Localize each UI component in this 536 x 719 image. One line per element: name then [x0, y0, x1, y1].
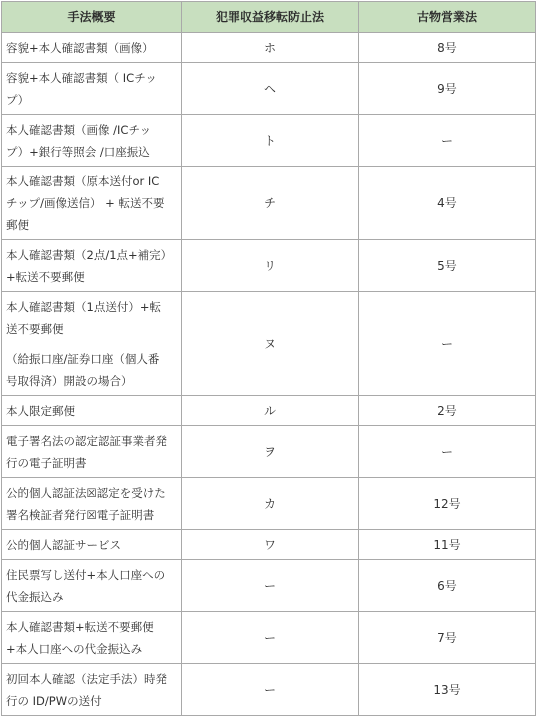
method-cell: [2, 115, 182, 167]
method-cell: [2, 426, 182, 478]
table-header-row: [2, 2, 536, 33]
method-cell: [2, 63, 182, 115]
antique-dealings-act-cell: ー: [359, 292, 536, 396]
method-cell: [2, 664, 182, 716]
antique-dealings-act-cell: 12号: [359, 478, 536, 530]
table-row: [2, 292, 536, 396]
antique-dealings-act-cell: 13号: [359, 664, 536, 716]
method-line: 行の電子証明書: [6, 455, 87, 470]
method-line: 送不要郵便: [6, 321, 64, 336]
table-row: [2, 63, 536, 115]
method-cell: [2, 292, 182, 396]
crime-proceeds-act-cell: ー: [182, 560, 359, 612]
antique-dealings-act-cell: ー: [359, 426, 536, 478]
crime-proceeds-act-cell: ー: [182, 664, 359, 716]
antique-dealings-act-cell: 7号: [359, 612, 536, 664]
header-antique-dealings-act: 古物営業法: [359, 2, 536, 33]
method-line: プ）+銀行等照会 /口座振込: [6, 144, 150, 159]
method-line: 初回本人確認（法定手法）時発: [6, 671, 167, 686]
header-crime-proceeds-act: 犯罪収益移転防止法: [182, 2, 359, 33]
method-line: 署名検証者発行☒電子証明書: [6, 507, 155, 522]
antique-dealings-act-cell: 6号: [359, 560, 536, 612]
crime-proceeds-act-cell: ホ: [182, 33, 359, 63]
crime-proceeds-act-cell: チ: [182, 167, 359, 240]
crime-proceeds-act-cell: ヘ: [182, 63, 359, 115]
antique-dealings-act-cell: ー: [359, 115, 536, 167]
method-line: 代金振込み: [6, 589, 64, 604]
table-row: [2, 115, 536, 167]
crime-proceeds-act-cell: ト: [182, 115, 359, 167]
crime-proceeds-act-cell: カ: [182, 478, 359, 530]
method-note: [6, 348, 179, 392]
method-line: 住民票写し送付+本人口座への: [6, 567, 166, 582]
method-line: プ）: [6, 92, 30, 107]
method-cell: [2, 530, 182, 560]
header-method: 手法概要: [2, 2, 182, 33]
crime-proceeds-act-cell: ル: [182, 396, 359, 426]
crime-proceeds-act-cell: ー: [182, 612, 359, 664]
method-line: +転送不要郵便: [6, 269, 85, 284]
crime-proceeds-act-cell: ワ: [182, 530, 359, 560]
table-row: [2, 612, 536, 664]
method-line: 電子署名法の認定認証事業者発: [6, 433, 167, 448]
antique-dealings-act-cell: 9号: [359, 63, 536, 115]
method-cell: [2, 478, 182, 530]
table-row: [2, 240, 536, 292]
method-line: 本人確認書類（原本送付or IC: [6, 174, 160, 188]
method-note-line: （給振口座/証券口座（個人番: [6, 351, 160, 366]
antique-dealings-act-cell: 4号: [359, 167, 536, 240]
method-line: +本人口座への代金振込み: [6, 641, 143, 656]
method-line: 本人確認書類（2点/1点+補完）: [6, 247, 173, 262]
method-cell: [2, 396, 182, 426]
antique-dealings-act-cell: 8号: [359, 33, 536, 63]
method-line: 公的個人認証サービス: [6, 537, 121, 552]
method-cell: [2, 560, 182, 612]
antique-dealings-act-cell: 5号: [359, 240, 536, 292]
method-note-line: 号取得済）開設の場合）: [6, 373, 133, 388]
method-line: 本人確認書類+転送不要郵便: [6, 619, 154, 634]
table-row: [2, 478, 536, 530]
method-line: 公的個人認証法☒認定を受けた: [6, 485, 166, 500]
method-line: 容貌+本人確認書類（ ICチッ: [6, 70, 157, 85]
crime-proceeds-act-cell: ヲ: [182, 426, 359, 478]
method-cell: [2, 167, 182, 240]
method-line: 郵便: [6, 218, 29, 232]
method-line: 本人確認書類（1点送付）+転: [6, 299, 161, 314]
crime-proceeds-act-cell: リ: [182, 240, 359, 292]
antique-dealings-act-cell: 11号: [359, 530, 536, 560]
comparison-table: [1, 1, 536, 716]
antique-dealings-act-cell: 2号: [359, 396, 536, 426]
method-cell: [2, 240, 182, 292]
table-row: [2, 426, 536, 478]
method-line: 容貌+本人確認書類（画像）: [6, 40, 154, 55]
method-line: 行の ID/PWの送付: [6, 693, 102, 708]
method-line: 本人限定郵便: [6, 403, 75, 418]
table-row: [2, 664, 536, 716]
method-cell: [2, 33, 182, 63]
crime-proceeds-act-cell: ヌ: [182, 292, 359, 396]
table-row: [2, 167, 536, 240]
table-body: [2, 33, 536, 716]
method-line: 本人確認書類（画像 /ICチッ: [6, 122, 152, 137]
method-cell: [2, 612, 182, 664]
table-row: [2, 560, 536, 612]
table-row: [2, 396, 536, 426]
method-line: チップ/画像送信） + 転送不要: [6, 196, 165, 210]
table-row: [2, 530, 536, 560]
table-row: [2, 33, 536, 63]
